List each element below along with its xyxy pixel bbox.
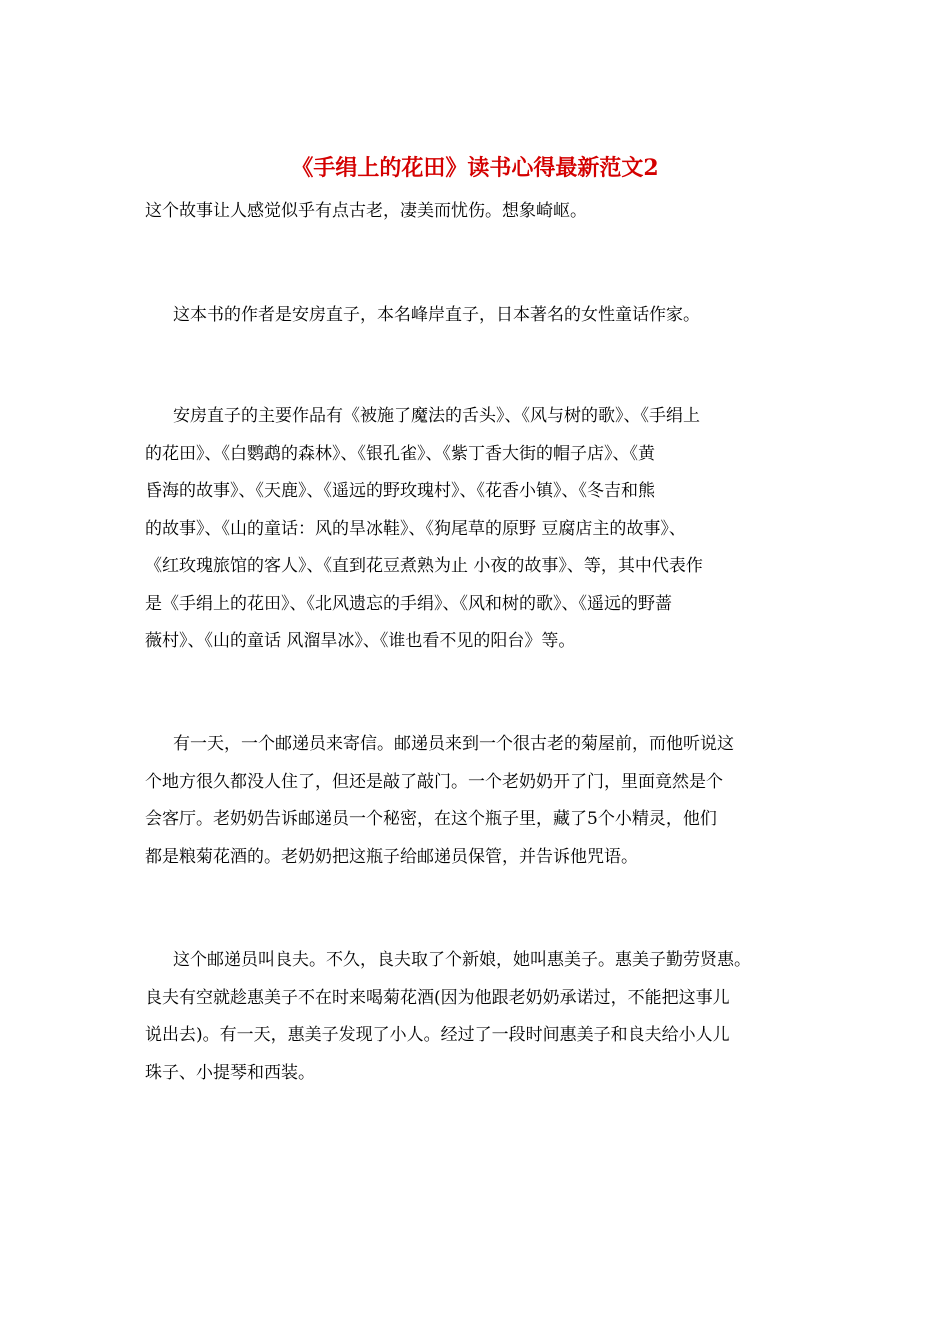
paragraph-line: 《红玫瑰旅馆的客人》、《直到花豆煮熟为止 小夜的故事》、等，其中代表作	[145, 556, 703, 576]
paragraph-1	[145, 193, 825, 231]
paragraph-line: 说出去)。有一天，惠美子发现了小人。经过了一段时间惠美子和良夫给小人儿	[145, 1025, 730, 1045]
paragraph-line: 这本书的作者是安房直子，本名峰岸直子，日本著名的女性童话作家。	[173, 305, 700, 325]
paragraph-line: 这个故事让人感觉似乎有点古老，凄美而忧伤。想象崎岖。	[145, 201, 587, 221]
paragraph-line: 昏海的故事》、《天鹿》、《遥远的野玫瑰村》、《花香小镇》、《冬吉和熊	[145, 481, 655, 501]
document-title: 《手绢上的花田》读书心得最新范文2	[291, 155, 659, 181]
paragraph-line: 是《手绢上的花田》、《北风遗忘的手绢》、《风和树的歌》、《遥远的野蔷	[145, 593, 672, 614]
paragraph-line: 的故事》、《山的童话：风的旱冰鞋》、《狗尾草的原野 豆腐店主的故事》、	[145, 518, 686, 539]
paragraph-line: 珠子、小提琴和西装。	[145, 1062, 315, 1083]
paragraph-line: 的花田》、《白鹦鹉的森林》、《银孔雀》、《紫丁香大街的帽子店》、《黄	[145, 443, 655, 464]
paragraph-line: 安房直子的主要作品有《被施了魔法的舌头》、《风与树的歌》、《手绢上	[173, 406, 700, 426]
paragraph-line: 薇村》、《山的童话 风溜旱冰》、《谁也看不见的阳台》等。	[145, 631, 576, 651]
paragraph-5	[145, 942, 825, 1092]
paragraph-line: 有一天，一个邮递员来寄信。邮递员来到一个很古老的菊屋前，而他听说这	[173, 734, 734, 754]
paragraph-4	[145, 726, 825, 876]
paragraph-line: 都是粮菊花酒的。老奶奶把这瓶子给邮递员保管，并告诉他咒语。	[145, 846, 638, 867]
paragraph-line: 良夫有空就趁惠美子不在时来喝菊花酒(因为他跟老奶奶承诺过，不能把这事儿	[145, 987, 730, 1008]
paragraph-line: 会客厅。老奶奶告诉邮递员一个秘密，在这个瓶子里，藏了5个小精灵，他们	[145, 809, 717, 829]
paragraph-3	[145, 398, 825, 661]
paragraph-line: 这个邮递员叫良夫。不久，良夫取了个新娘，她叫惠美子。惠美子勤劳贤惠。	[173, 950, 751, 970]
paragraph-2	[145, 297, 825, 335]
paragraph-line: 个地方很久都没人住了，但还是敲了敲门。一个老奶奶开了门，里面竟然是个	[145, 771, 723, 792]
